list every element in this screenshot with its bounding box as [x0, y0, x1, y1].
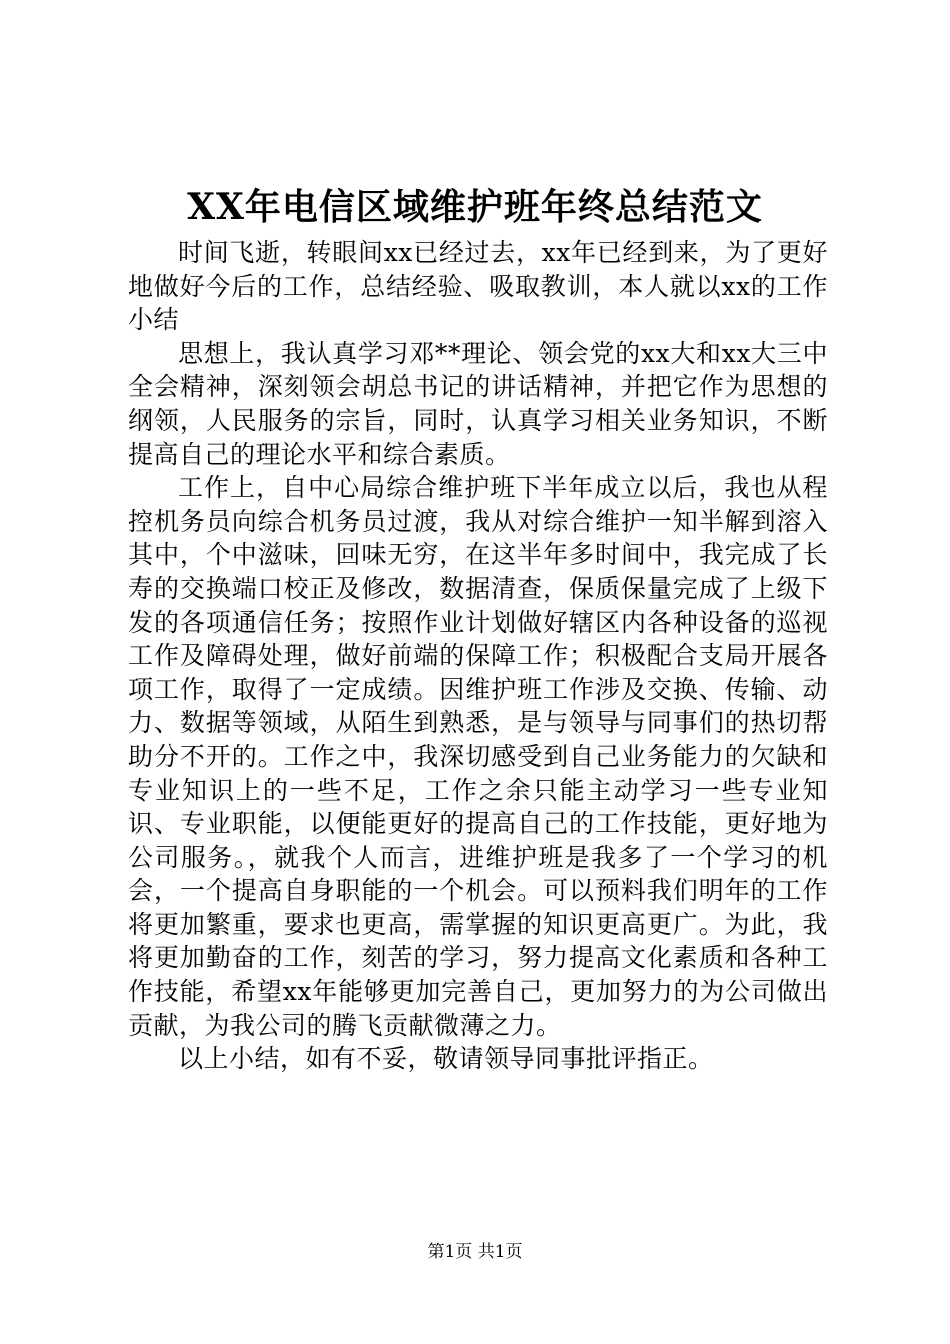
- page-footer: 第1页 共1页: [427, 1242, 523, 1262]
- paragraph-closing: 以上小结，如有不妥，敬请领导同事批评指正。: [178, 1044, 714, 1074]
- paragraph-work: 工作上，自中心局综合维护班下半年成立以后，我也从程控机务员向综合机务员过渡，我从对综合维护一知半解到溶入其中，个中滋味，回味无穷，在这半年多时间中，我完成了长寿的交换端口校正及修改，数据清查，保质保量完成了上级下发的各项通信任务；按照作业计划做好辖区内各种设备的巡视工作及障碍处理，做好前端的保障工作；积极配合支局开展各项工作，取得了一定成绩。因维护班工作涉及交换、传输、动力、数据等领域，从陌生到熟悉，是与领导与同事们的热切帮助分不开的。工作之中，我深切感受到自己业务能力的欠缺和专业知识上的一些不足，工作之余只能主动学习一些专业知识、专业职能，以便能更好的提高自己的工作技能，更好地为公司服务。，就我个人而言，进维护班是我多了一个学习的机会，一个提高自身职能的一个机会。可以预料我们明年的工作将更加繁重，要求也更高，需掌握的知识更高更广。为此，我将更加勤奋的工作，刻苦的学习，努力提高文化素质和各种工作技能，希望xx年能够更加完善自己，更加努力的为公司做出贡献，为我公司的腾飞贡献微薄之力。: [128, 473, 828, 1040]
- document-title: XX年电信区域维护班年终总结范文: [187, 186, 763, 228]
- paragraph-thought: 思想上，我认真学习邓**理论、领会党的xx大和xx大三中全会精神，深刻领会胡总书记的讲话精神，并把它作为思想的纲领，人民服务的宗旨，同时，认真学习相关业务知识，不断提高自己的理论水平和综合素质。: [128, 338, 828, 469]
- paragraph-intro: 时间飞逝，转眼间xx已经过去，xx年已经到来，为了更好地做好今后的工作，总结经验、吸取教训，本人就以xx的工作小结: [128, 238, 828, 335]
- document-body: [128, 236, 828, 1076]
